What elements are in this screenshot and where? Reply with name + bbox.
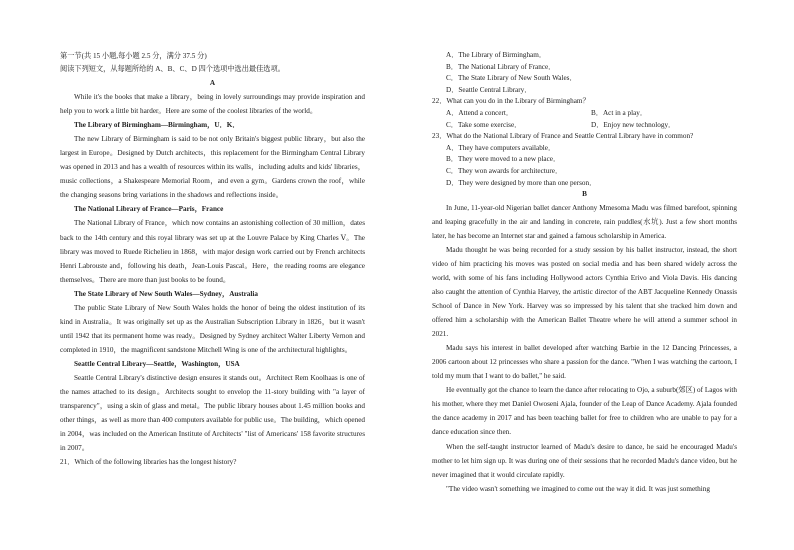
q22-options-row-2 xyxy=(432,120,737,132)
question-21: 21．Which of the following libraries has the longest history? xyxy=(60,458,237,467)
passage-b-para-5: When the self-taught instructor learned of Madu's desire to dance, he said he encouraged Madu's mother to let him sign up. It was during one of their sessions that he recorded Madu's dance video, but he never imagined that it would circulate rapidly. xyxy=(432,442,737,479)
section-body-birmingham: The new Library of Birmingham is said to be not only Britain's biggest public library，but also the largest in Europe。Designed by Dutch architects，this replacement for the Birmingham Central Library was opened in 2013 and has a wealth of resources within its walls，including adults and kids' libraries，music collections，a Shakespeare Memorial Room，and even a gym。Gardens crown the roof，while the changing seasons bring variations in the shadows and reflections inside。 xyxy=(60,135,365,200)
passage-a-intro: While it's the books that make a library，being in lovely surroundings may provide inspiration and help you to work a little bit harder。Here are some of the coolest libraries of the world。 xyxy=(60,93,365,116)
passage-b-para-3: Madu says his interest in ballet developed after watching Barbie in the 12 Dancing Princesses, a 2006 cartoon about 12 princesses who share a passion for the dance. "When I was watching the cartoon, I told my mum that I want to do ballet," he said. xyxy=(432,344,737,381)
left-column xyxy=(60,50,365,469)
passage-b-para-1: In June, 11-year-old Nigerian ballet dancer Anthony Mmesoma Madu was filmed barefoot, spinning and leaping gracefully in the air and landing in concrete, rain puddles(水坑). Just a few short months later, he has become an Internet star and gained a famous scholarship in America. xyxy=(432,203,737,240)
section-body-seattle: Seattle Central Library's distinctive design ensures it stands out。Architect Rem Koolhaas is one of the names attached to its design。Architects sought to envelop the 11-story building with "a layer of transparency"，using a skin of glass and metal。The public library houses about 1.45 million books and other things，as well as more than 400 computers available for public use。The building，which opened in 2004，was included on the American Institute of Architects' "list of Americans' 158 favorite structures in 2007。 xyxy=(60,373,365,453)
question-22: 22．What can you do in the Library of Birmingham？ xyxy=(432,97,590,106)
question-23: 23．What do the National Library of France and Seattle Central Library have in common? xyxy=(432,132,694,141)
passage-b-para-2: Madu thought he was being recorded for a study session by his ballet instructor, instead, the short video of him practicing his moves was posted on social media and has been shared widely across the world, with some of his fans including Hollywood actors Cynthia Erivo and Viola Davis. His dancing also caught the attention of Cynthia Harvey, the artistic director of the ABT Jacqueline Kennedy Onassis School of Dance in New York. Harvey was so impressed by his talent that she tracked him down and offered him a scholarship with the American Ballet Theatre where he will attend a summer school in 2021. xyxy=(432,245,737,339)
q22-option-d: D．Enjoy new technology． xyxy=(591,120,676,129)
q23-option-a: A．They have computers available． xyxy=(446,143,556,152)
section-heading-nsw: The State Library of New South Wales—Sydney，Australia xyxy=(74,289,258,298)
passage-b-para-6: "The video wasn't something we imagined to come out the way it did. It was just something xyxy=(446,484,710,493)
right-column xyxy=(432,50,737,496)
section-heading-france: The National Library of France—Paris，France xyxy=(74,205,224,214)
q22-option-a: A．Attend a concert． xyxy=(446,108,514,117)
q21-option-d: D．Seattle Central Library． xyxy=(446,85,532,94)
q23-option-b: B．They were moved to a new place． xyxy=(446,155,561,164)
section-instruction: 第一节(共 15 小题,每小题 2.5 分，满分 37.5 分) xyxy=(60,52,207,60)
q23-option-c: C．They won awards for architecture． xyxy=(446,166,563,175)
q22-option-b: B．Act in a play． xyxy=(591,108,648,117)
reading-instruction: 阅读下列短文，从每题所给的 A、B、C、D 四个选项中选出最佳选项。 xyxy=(60,65,285,73)
q21-option-c: C．The State Library of New South Wales． xyxy=(446,74,577,83)
q21-option-b: B．The National Library of France． xyxy=(446,62,556,71)
section-body-france: The National Library of France，which now contains an astonishing collection of 30 million，dates back to the 14th century and this royal library was set up at the Louvre Palace by King Charles Ⅴ。The library was moved to Ruede Richelieu in 1868，with major design work carried out by French architects Henri Labrouste and，following his death，Jean-Louis Pascal。Here，the reading rooms are elegance themselves。There are more than just books to be found。 xyxy=(60,219,365,284)
q21-option-a: A．The Library of Birmingham． xyxy=(446,51,547,59)
section-heading-birmingham: The Library of Birmingham—Birmingham，U．K． xyxy=(74,121,240,130)
q22-option-c: C．Take some exercise． xyxy=(446,120,522,129)
q23-option-d: D．They were designed by more than one person． xyxy=(446,178,597,187)
section-heading-seattle: Seattle Central Library—Seattle，Washington，USA xyxy=(74,359,240,368)
section-body-nsw: The public State Library of New South Wales holds the honor of being the oldest institution of its kind in Australia。It was originally set up as the Australian Subscription Library in 1826，but it wasn't until 1942 that its permanent home was ready。Designed by Sydney architect Walter Liberty Vernon and completed in 1910，the magnificent sandstone Mitchell Wing is one of the architectural highlights。 xyxy=(60,303,365,354)
passage-a-label: A xyxy=(209,79,216,87)
passage-b-para-4: He eventually got the chance to learn the dance after relocating to Ojo, a suburb(郊区) of Lagos with his mother, where they met Daniel Owoseni Ajala, founder of the Leap of Dance Academy. Ajala founded the dance academy in 2017 and has been teaching ballet for free to children who are unable to pay for a dance education since then. xyxy=(432,386,737,437)
q22-options-row-1 xyxy=(432,108,737,120)
passage-b-label: B xyxy=(582,190,587,199)
